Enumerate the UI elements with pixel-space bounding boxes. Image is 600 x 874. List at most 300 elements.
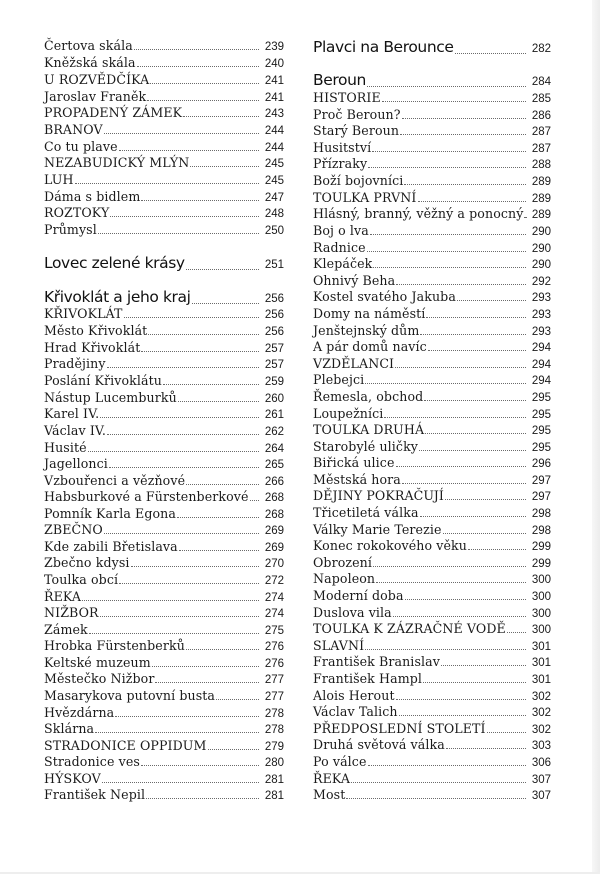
toc-entry[interactable]	[313, 388, 551, 405]
toc-entry[interactable]	[44, 670, 284, 687]
toc-entry[interactable]	[44, 405, 284, 422]
toc-entry[interactable]	[313, 272, 551, 289]
toc-entry-title: PŘEDPOSLEDNÍ STOLETÍ	[313, 721, 486, 736]
toc-entry-page-number: 289	[531, 176, 551, 188]
toc-entry-page-number: 257	[264, 359, 284, 371]
toc-entry[interactable]	[44, 621, 284, 638]
toc-entry[interactable]	[44, 188, 284, 205]
toc-entry-title: Ohnivý Beha	[313, 273, 396, 288]
toc-entry-title: Kde zabili Břetislava	[44, 539, 178, 554]
dot-leader	[104, 133, 259, 134]
toc-entry-title: Po válce	[313, 754, 367, 769]
toc-entry[interactable]	[44, 637, 284, 654]
toc-entry-page-number: 251	[264, 259, 284, 271]
toc-entry-page-number: 248	[264, 208, 284, 220]
dot-leader	[183, 116, 259, 117]
toc-entry-title: Zbečno kdysi	[44, 555, 130, 570]
toc-entry-title: Starobylé uličky	[313, 439, 419, 454]
dot-leader	[102, 782, 259, 783]
toc-entry-page-number: 274	[264, 608, 284, 620]
toc-entry-page-number: 301	[531, 641, 551, 653]
toc-entry-title: Městečko Nižbor	[44, 671, 155, 686]
toc-entry-title: František Branislav	[313, 654, 440, 669]
toc-entry-page-number: 301	[531, 657, 551, 669]
dot-leader	[396, 466, 527, 467]
toc-entry[interactable]	[44, 322, 284, 339]
toc-entry-page-number: 266	[264, 476, 284, 488]
toc-entry-title: Radnice	[313, 240, 366, 255]
dot-leader	[141, 200, 259, 201]
toc-entry-title: Hlásný, branný, věžný a ponocný	[313, 206, 524, 221]
toc-entry-title: Masarykova putovní busta	[44, 688, 216, 703]
toc-entry[interactable]	[44, 339, 284, 356]
toc-entry-page-number: 241	[264, 92, 284, 104]
toc-entry[interactable]	[44, 37, 284, 54]
dot-leader	[155, 682, 259, 683]
toc-entry-page-number: 295	[531, 442, 551, 454]
toc-entry-page-number: 302	[531, 724, 551, 736]
dot-leader	[141, 351, 259, 352]
toc-entry-title: Zámek	[44, 622, 88, 637]
toc-entry[interactable]	[44, 505, 284, 522]
toc-entry[interactable]	[313, 736, 551, 753]
toc-entry-page-number: 300	[531, 591, 551, 603]
dot-leader	[376, 582, 526, 583]
toc-entry-page-number: 279	[264, 741, 284, 753]
toc-entry[interactable]	[44, 171, 284, 188]
dot-leader	[100, 616, 259, 617]
toc-entry[interactable]	[313, 786, 551, 803]
dot-leader	[424, 400, 526, 401]
dot-leader	[420, 516, 526, 517]
toc-entry-page-number: 294	[531, 375, 551, 387]
toc-entry[interactable]	[313, 703, 551, 720]
toc-entry-title: Pradějiny	[44, 356, 106, 371]
page-edge	[592, 0, 600, 874]
toc-entry-page-number: 307	[531, 774, 551, 786]
toc-entry-page-number: 290	[531, 259, 551, 271]
toc-section-heading[interactable]	[44, 252, 284, 274]
toc-entry[interactable]	[313, 720, 551, 737]
toc-entry-page-number: 268	[264, 509, 284, 521]
toc-entry[interactable]	[44, 737, 284, 754]
toc-entry-page-number: 262	[264, 426, 284, 438]
dot-leader	[178, 401, 259, 402]
toc-entry-page-number: 293	[531, 309, 551, 321]
toc-entry-page-number: 281	[264, 790, 284, 802]
toc-entry-title: PROPADENÝ ZÁMEK	[44, 105, 183, 120]
toc-entry-title: Průmysl	[44, 222, 97, 237]
toc-entry-title: Duslova vila	[313, 605, 392, 620]
toc-entry-page-number: 302	[531, 707, 551, 719]
dot-leader	[119, 583, 259, 584]
toc-entry-page-number: 245	[264, 158, 284, 170]
toc-entry[interactable]	[44, 554, 284, 571]
toc-entry-page-number: 256	[264, 309, 284, 321]
toc-entry-title: Řemesla, obchod	[313, 389, 424, 404]
toc-entry-page-number: 293	[531, 326, 551, 338]
toc-entry-page-number: 290	[531, 226, 551, 238]
toc-entry-title: Městská hora	[313, 472, 401, 487]
toc-entry-title: Karel IV.	[44, 406, 100, 421]
dot-leader	[402, 483, 526, 484]
toc-section-heading[interactable]	[313, 36, 551, 58]
toc-entry-title: František Hampl	[313, 671, 423, 686]
dot-leader	[147, 100, 259, 101]
toc-entry-page-number: 277	[264, 691, 284, 703]
toc-entry-title: Beroun	[313, 71, 366, 89]
toc-entry[interactable]	[44, 786, 284, 803]
toc-entry-page-number: 272	[264, 575, 284, 587]
toc-entry[interactable]	[313, 604, 551, 621]
toc-entry-page-number: 250	[264, 225, 284, 237]
toc-entry-title: NIŽBOR	[44, 605, 99, 620]
toc-entry[interactable]	[313, 637, 551, 654]
toc-entry-page-number: 260	[264, 393, 284, 405]
toc-entry-title: HISTORIE	[313, 90, 381, 105]
dot-leader	[445, 499, 526, 500]
dot-leader	[250, 500, 259, 501]
toc-entry[interactable]	[44, 305, 284, 322]
dot-leader	[382, 101, 526, 102]
toc-entry[interactable]	[313, 438, 551, 455]
toc-entry[interactable]	[44, 204, 284, 221]
dot-leader	[373, 267, 526, 268]
toc-entry-page-number: 284	[531, 76, 551, 88]
dot-leader	[428, 350, 526, 351]
dot-leader	[419, 450, 526, 451]
dot-leader	[109, 467, 259, 468]
dot-leader	[115, 716, 259, 717]
toc-section-heading[interactable]	[313, 69, 551, 91]
toc-entry[interactable]	[44, 389, 284, 406]
toc-entry[interactable]	[313, 570, 551, 587]
toc-entry-title: Boží bojovníci	[313, 173, 404, 188]
toc-entry[interactable]	[44, 439, 284, 456]
dot-leader	[98, 233, 259, 234]
toc-entry-page-number: 287	[531, 126, 551, 138]
toc-entry-title: Keltské muzeum	[44, 655, 151, 670]
toc-entry[interactable]	[313, 504, 551, 521]
toc-entry[interactable]	[313, 222, 551, 239]
toc-entry-title: LUH	[44, 172, 74, 187]
dot-leader	[404, 184, 526, 185]
toc-entry-title: Město Křivoklát	[44, 323, 148, 338]
toc-entry-page-number: 306	[531, 757, 551, 769]
toc-entry[interactable]	[313, 322, 551, 339]
toc-entry[interactable]	[313, 89, 551, 106]
toc-entry[interactable]	[44, 221, 284, 238]
toc-entry-title: Druhá světová válka	[313, 737, 445, 752]
toc-entry-title: Starý Beroun	[313, 123, 400, 138]
dot-leader	[455, 53, 526, 54]
dot-leader	[423, 682, 526, 683]
toc-entry-title: VZDĚLANCI	[313, 356, 395, 371]
toc-entry-page-number: 295	[531, 409, 551, 421]
dot-leader	[150, 83, 259, 84]
toc-entry-title: ZBEČNO	[44, 522, 103, 537]
toc-entry[interactable]	[313, 670, 551, 687]
dot-leader	[443, 533, 527, 534]
toc-entry[interactable]	[44, 770, 284, 787]
toc-entry[interactable]	[44, 521, 284, 538]
toc-entry-page-number: 297	[531, 475, 551, 487]
toc-entry-title: Hrobka Fürstenberků	[44, 638, 185, 653]
dot-leader	[441, 665, 526, 666]
toc-entry[interactable]	[313, 106, 551, 123]
toc-entry-page-number: 278	[264, 724, 284, 736]
toc-entry[interactable]	[44, 154, 284, 171]
dot-leader	[104, 533, 259, 534]
dot-leader	[163, 384, 259, 385]
toc-entry-title: Jenštejnský dům	[313, 323, 420, 338]
toc-entry-title: Plebejci	[313, 372, 365, 387]
toc-entry-title: Stradonice ves	[44, 754, 140, 769]
toc-entry-title: Pomník Karla Egona	[44, 506, 176, 521]
toc-entry[interactable]	[313, 172, 551, 189]
toc-entry[interactable]	[313, 421, 551, 438]
toc-entry-page-number: 302	[531, 691, 551, 703]
toc-entry-title: Vzbouřenci a vězňové	[44, 473, 186, 488]
toc-entry[interactable]	[313, 355, 551, 372]
toc-entry-title: Křivoklát a jeho kraj	[44, 288, 191, 306]
toc-entry-title: Husitství	[313, 140, 372, 155]
toc-entry-title: Domy na náměstí	[313, 306, 426, 321]
toc-entry-page-number: 256	[264, 293, 284, 305]
toc-entry[interactable]	[44, 538, 284, 555]
toc-entry-page-number: 247	[264, 192, 284, 204]
toc-entry-title: Kněžská skála	[44, 55, 136, 70]
toc-entry[interactable]	[313, 338, 551, 355]
toc-entry-page-number: 300	[531, 624, 551, 636]
toc-entry-page-number: 297	[531, 491, 551, 503]
toc-entry[interactable]	[313, 205, 551, 222]
toc-entry[interactable]	[44, 88, 284, 105]
toc-entry-title: KŘIVOKLÁT	[44, 306, 123, 321]
toc-entry-title: Hvězdárna	[44, 705, 115, 720]
toc-entry[interactable]	[313, 122, 551, 139]
dot-leader	[146, 798, 259, 799]
toc-entry-title: ROZTOKY	[44, 205, 110, 220]
toc-entry[interactable]	[313, 239, 551, 256]
toc-entry-title: BRANOV	[44, 122, 103, 137]
toc-entry[interactable]	[44, 422, 284, 439]
toc-entry-title: Čertova skála	[44, 38, 133, 53]
toc-entry-title: Napoleon	[313, 571, 376, 586]
toc-entry[interactable]	[313, 189, 551, 206]
toc-entry[interactable]	[313, 554, 551, 571]
toc-entry-page-number: 265	[264, 459, 284, 471]
toc-entry-page-number: 303	[531, 740, 551, 752]
toc-entry-title: SLAVNÍ	[313, 638, 365, 653]
dot-leader	[368, 765, 526, 766]
toc-entry[interactable]	[44, 54, 284, 71]
toc-entry-page-number: 298	[531, 508, 551, 520]
toc-entry[interactable]	[44, 654, 284, 671]
toc-entry[interactable]	[44, 753, 284, 770]
toc-entry-title: Habsburkové a Fürstenberkové	[44, 489, 249, 504]
dot-leader	[368, 167, 526, 168]
toc-entry-title: TOULKA PRVNÍ	[313, 190, 417, 205]
toc-entry-page-number: 300	[531, 608, 551, 620]
toc-entry-page-number: 245	[264, 175, 284, 187]
dot-leader	[487, 732, 526, 733]
toc-entry-page-number: 280	[264, 757, 284, 769]
toc-entry-title: HÝSKOV	[44, 771, 101, 786]
dot-leader	[89, 633, 259, 634]
dot-leader	[177, 517, 259, 518]
dot-leader	[507, 632, 526, 633]
dot-leader	[75, 183, 259, 184]
dot-leader	[365, 383, 526, 384]
toc-entry-title: U ROZVĚDČÍKA	[44, 72, 150, 87]
toc-entry[interactable]	[44, 71, 284, 88]
toc-entry[interactable]	[313, 620, 551, 637]
toc-entry-page-number: 299	[531, 541, 551, 553]
toc-entry-page-number: 244	[264, 125, 284, 137]
toc-entry-page-number: 307	[531, 790, 551, 802]
dot-leader	[100, 417, 259, 418]
toc-entry-title: NEZABUDICKÝ MLÝN	[44, 155, 190, 170]
toc-entry-page-number: 276	[264, 658, 284, 670]
toc-entry[interactable]	[313, 454, 551, 471]
toc-entry-title: Toulka obcí	[44, 572, 119, 587]
toc-entry[interactable]	[313, 255, 551, 272]
dot-leader	[179, 550, 259, 551]
toc-entry[interactable]	[313, 487, 551, 504]
toc-entry-title: Obrození	[313, 555, 373, 570]
toc-entry-title: Husité	[44, 440, 87, 455]
toc-entry-page-number: 286	[531, 110, 551, 122]
toc-entry-page-number: 294	[531, 359, 551, 371]
toc-entry-title: Moderní doba	[313, 588, 404, 603]
toc-entry[interactable]	[44, 355, 284, 372]
toc-entry-title: Boj o lva	[313, 223, 369, 238]
toc-entry-page-number: 278	[264, 708, 284, 720]
dot-leader	[402, 118, 526, 119]
toc-entry[interactable]	[313, 471, 551, 488]
dot-leader	[372, 151, 526, 152]
toc-entry[interactable]	[313, 587, 551, 604]
dot-leader	[373, 566, 526, 567]
toc-entry[interactable]	[313, 753, 551, 770]
toc-entry-page-number: 293	[531, 292, 551, 304]
toc-entry[interactable]	[44, 687, 284, 704]
dot-leader	[186, 484, 259, 485]
toc-entry[interactable]	[44, 571, 284, 588]
toc-entry[interactable]	[313, 521, 551, 538]
dot-leader	[95, 732, 259, 733]
toc-entry-page-number: 264	[264, 443, 284, 455]
toc-entry[interactable]	[44, 472, 284, 489]
toc-entry[interactable]	[44, 121, 284, 138]
toc-entry-page-number: 294	[531, 342, 551, 354]
toc-entry-title: Loupežníci	[313, 406, 384, 421]
toc-entry[interactable]	[44, 488, 284, 505]
dot-leader	[134, 49, 259, 50]
dot-leader	[148, 334, 259, 335]
toc-entry-page-number: 292	[531, 276, 551, 288]
toc-entry[interactable]	[44, 104, 284, 121]
toc-entry-title: Kostel svatého Jakuba	[313, 289, 456, 304]
toc-entry-title: Dáma s bidlem	[44, 189, 141, 204]
toc-entry-title: Klepáček	[313, 256, 373, 271]
toc-entry-title: Přízraky	[313, 156, 368, 171]
toc-entry[interactable]	[44, 588, 284, 605]
toc-entry-title: Václav IV.	[44, 423, 107, 438]
toc-entry-title: STRADONICE OPPIDUM	[44, 738, 207, 753]
dot-leader	[370, 234, 526, 235]
toc-entry-page-number: 274	[264, 592, 284, 604]
toc-entry-page-number: 296	[531, 458, 551, 470]
toc-entry[interactable]	[313, 155, 551, 172]
toc-entry-page-number: 277	[264, 674, 284, 686]
dot-leader	[190, 166, 259, 167]
toc-entry-title: Sklárna	[44, 721, 95, 736]
toc-entry[interactable]	[313, 139, 551, 156]
toc-entry-page-number: 287	[531, 143, 551, 155]
toc-entry[interactable]	[44, 720, 284, 737]
dot-leader	[446, 748, 526, 749]
toc-entry[interactable]	[313, 305, 551, 322]
toc-entry[interactable]	[313, 537, 551, 554]
toc-entry-title: TOULKA K ZÁZRAČNÉ VODĚ	[313, 621, 506, 636]
toc-entry[interactable]	[313, 653, 551, 670]
toc-entry-title: Plavci na Berounce	[313, 38, 454, 56]
dot-leader	[400, 134, 526, 135]
toc-entry[interactable]	[44, 604, 284, 621]
dot-leader	[119, 150, 259, 151]
toc-entry-page-number: 261	[264, 409, 284, 421]
dot-leader	[192, 303, 259, 304]
toc-entry[interactable]	[44, 455, 284, 472]
toc-entry[interactable]	[313, 405, 551, 422]
dot-leader	[393, 616, 526, 617]
toc-entry-page-number: 300	[531, 574, 551, 586]
toc-entry-page-number: 276	[264, 641, 284, 653]
toc-entry-title: A pár domů navíc	[313, 339, 427, 354]
toc-entry-title: Poslání Křivoklátu	[44, 373, 162, 388]
toc-entry[interactable]	[313, 288, 551, 305]
toc-entry[interactable]	[313, 770, 551, 787]
dot-leader	[384, 417, 526, 418]
dot-leader	[468, 549, 526, 550]
toc-entry-page-number: 285	[531, 93, 551, 105]
dot-leader	[110, 216, 259, 217]
toc-entry-page-number: 270	[264, 558, 284, 570]
dot-leader	[405, 599, 526, 600]
toc-entry-page-number: 239	[264, 41, 284, 53]
toc-entry-page-number: 281	[264, 774, 284, 786]
toc-entry-page-number: 289	[531, 193, 551, 205]
dot-leader	[365, 649, 526, 650]
dot-leader	[367, 251, 526, 252]
dot-leader	[88, 451, 259, 452]
toc-entry-page-number: 256	[264, 326, 284, 338]
toc-entry[interactable]	[44, 372, 284, 389]
toc-entry[interactable]	[313, 371, 551, 388]
toc-entry[interactable]	[313, 687, 551, 704]
toc-entry-page-number: 298	[531, 525, 551, 537]
toc-entry-page-number: 241	[264, 75, 284, 87]
toc-entry[interactable]	[44, 138, 284, 155]
dot-leader	[524, 217, 526, 218]
toc-entry-page-number: 259	[264, 376, 284, 388]
toc-entry-title: DĚJINY POKRAČUJÍ	[313, 488, 444, 503]
dot-leader	[107, 367, 259, 368]
toc-entry[interactable]	[44, 704, 284, 721]
toc-entry-page-number: 295	[531, 425, 551, 437]
